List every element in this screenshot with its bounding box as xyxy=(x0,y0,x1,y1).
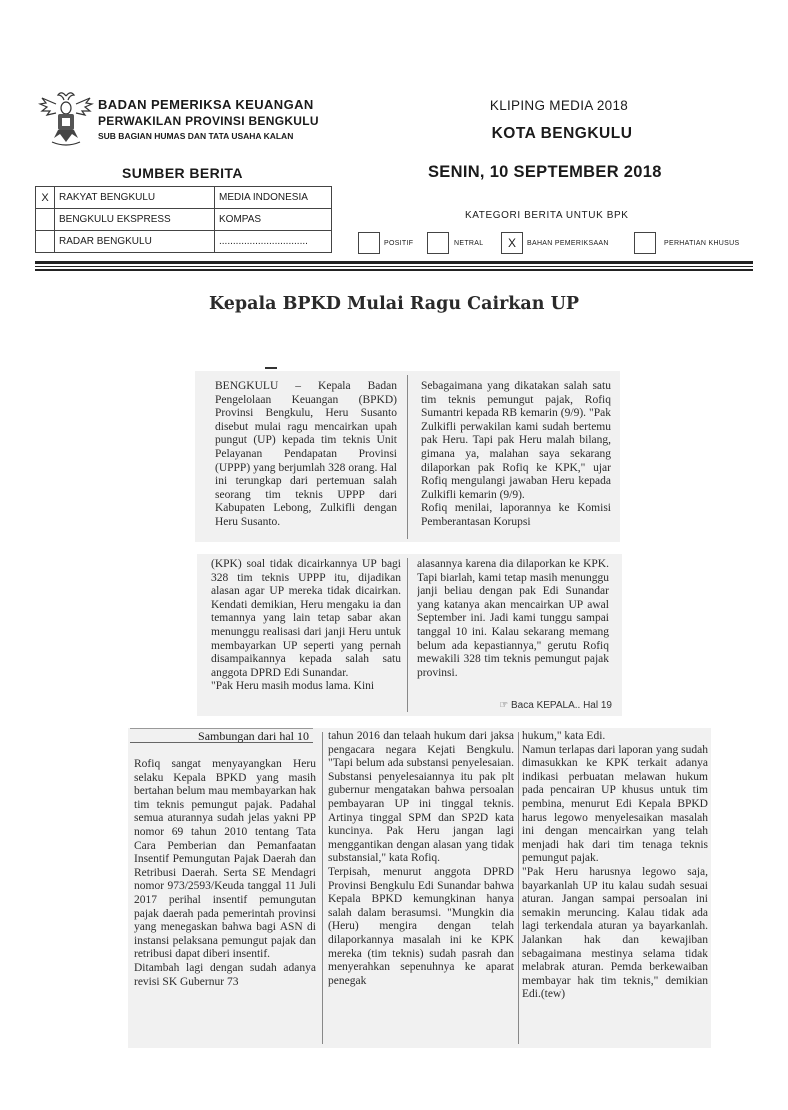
org-name-line1: BADAN PEMERIKSA KEUANGAN xyxy=(98,97,314,112)
kota-title: KOTA BENGKULU xyxy=(491,125,633,142)
garuda-emblem-icon xyxy=(38,88,94,150)
header-rule xyxy=(35,261,753,264)
article-column: (KPK) soal tidak dicairkannya UP bagi 328 tim teknis UPPP itu, dijadikan alasan agar UP mereka tidak dicairkan. Kendati demikian, Heru mengaku ia dan temannya yang lain tetap sabar akan menunggu realisasi dari janji Heru untuk membayarkan UP seperti yang pernah disampaikannya kepada salah satu anggota DPRD Edi Sunandar. "Pak Heru masih modus lama. Kini xyxy=(211,558,401,693)
source-left: RAKYAT BENGKULU xyxy=(55,187,215,209)
kategori-label-perhatian: PERHATIAN KHUSUS xyxy=(664,240,740,247)
clipping-block-3 xyxy=(128,728,711,1048)
kategori-checkbox-positif[interactable] xyxy=(358,232,380,254)
source-left: RADAR BENGKULU xyxy=(55,231,215,253)
source-left: BENGKULU EKSPRESS xyxy=(55,209,215,231)
article-column: alasannya karena dia dilaporkan ke KPK. Tapi biarlah, kami tetap masih menunggu janji beliau dengan pak Edi Sunandar yang katanya akan mencairkan UP awal September ini. Jadi kami tunggu sampai tanggal 10 ini. Kalau sekarang memang belum ada kepastiannya," gerutu Rofiq mewakili 328 tim teknis pemungut pajak provinsi. xyxy=(417,558,609,679)
clipping-block-1 xyxy=(195,371,620,542)
article-column: Rofiq sangat menyayangkan Heru selaku Kepala BPKD yang masih bertahan belum mau membayarkan hak tim teknis pemungut pajak. Padahal semua aturannya sudah jelas yakni PP nomor 69 tahun 2010 tentang Tata Cara Pemberian dan Pemanfaatan Insentif Pemungutan Pajak Daerah dan Retribusi Daerah. Serta SE Mendagri nomor 973/2593/Keuda tanggal 11 Juli 2017 perihal insentif pemungutan pajak daerah pada pemerintah provinsi yang menegaskan bahwa bagi ASN di instansi pelaksana pemungut pajak dan retribusi dapat diberi insentif. Ditambah lagi dengan sudah adanya revisi SK Gubernur 73 xyxy=(134,758,316,988)
article-headline: Kepala BPKD Mulai Ragu Cairkan UP xyxy=(208,294,580,314)
source-row xyxy=(36,187,332,209)
source-row xyxy=(36,209,332,231)
source-table xyxy=(35,186,332,253)
org-name-line3: SUB BAGIAN HUMAS DAN TATA USAHA KALAN xyxy=(98,131,294,141)
kategori-label-netral: NETRAL xyxy=(454,240,484,247)
source-right: ................................ xyxy=(215,231,332,253)
kategori-label: KATEGORI BERITA UNTUK BPK xyxy=(465,210,629,221)
clipping-mark xyxy=(265,367,277,369)
article-column: BENGKULU – Kepala Badan Pengelolaan Keuangan (BPKD) Provinsi Bengkulu, Heru Susanto disebut mulai ragu mencairkan upah pungut (UP) kepada tim teknis Unit Pelayanan Pendapatan Provinsi (UPPP) yang berjumlah 328 orang. Hal ini terungkap dari pertemuan salah seorang tim teknis UPPP dari Kabupaten Lebong, Zulkifli dengan Heru Susanto. xyxy=(215,380,397,528)
article-column: hukum," kata Edi. Namun terlapas dari laporan yang sudah dimasukkan ke KPK terkait adanya indikasi perbuatan melawan hukum pada pencairan UP khusus untuk tim pembina, menurut Edi Kepala BPKD harus legowo menyelesaikan masalah ini dengan mencairkan yang telah menjadi hak dari tim tenaga teknis pemungut pajak. "Pak Heru harusnya legowo saja, bayarkanlah UP itu kalau sudah sesuai aturan. Jangan sampai persoalan ini semakin meruncing. Kalau tidak ada lagi terkendala aturan ya bayarkanlah. Jalankan hak dan kewajiban sebagaimana mestinya selama tidak melabrak aturan. Pemda berkewaiban membayar hak tim teknis," demikian Edi.(tew) xyxy=(522,730,708,1001)
kategori-checkbox-bahan[interactable]: X xyxy=(501,232,523,254)
kategori-label-positif: POSITIF xyxy=(384,240,414,247)
kliping-media-title: KLIPING MEDIA 2018 xyxy=(489,98,629,113)
header-rule xyxy=(35,269,753,271)
source-right: MEDIA INDONESIA xyxy=(215,187,332,209)
article-column: Sebagaimana yang dikatakan salah satu tim teknis pemungut pajak, Rofiq Sumantri kepada RB kemarin (9/9). "Pak Zulkifli perwakilan kami sudah bertemu pak Heru. Tapi pak Heru malah bilang, gimana ya, malahan saya sekarang dilaporkan pak Rofiq ke KPK," ujar Rofiq mengulangi jawaban Heru kepada Zulkifli kemarin (9/9). Rofiq menilai, laporannya ke Komisi Pemberantasan Korupsi xyxy=(421,380,611,528)
kategori-checkbox-netral[interactable] xyxy=(427,232,449,254)
column-divider xyxy=(518,732,519,1044)
column-divider xyxy=(407,558,408,712)
column-divider xyxy=(407,375,408,539)
org-name-line2: PERWAKILAN PROVINSI BENGKULU xyxy=(98,114,319,128)
source-check[interactable] xyxy=(36,209,55,231)
tanggal-berita: SENIN, 10 SEPTEMBER 2018 xyxy=(428,163,662,181)
baca-continuation: ☞ Baca KEPALA.. Hal 19 xyxy=(499,700,612,711)
source-right: KOMPAS xyxy=(215,209,332,231)
source-check[interactable]: X xyxy=(36,187,55,209)
sumber-berita-label: SUMBER BERITA xyxy=(122,165,243,181)
clipping-block-2 xyxy=(197,554,622,716)
header-rule xyxy=(35,266,753,267)
kategori-checkbox-perhatian[interactable] xyxy=(634,232,656,254)
sambungan-label: Sambungan dari hal 10 xyxy=(130,728,313,743)
kategori-label-bahan: BAHAN PEMERIKSAAN xyxy=(527,240,609,247)
article-column: tahun 2016 dan telaah hukum dari jaksa pengacara negara Kejati Bengkulu. "Tapi belum ada substansi penyelesaian. Substansi penyelesaiannya itu pak plt gubernur mengatakan bahwa persoalan pembayaran UP ini tinggal teknis. Artinya tinggal SPM dan SP2D kata kuncinya. Pak Heru jangan lagi menggantikan dengan alasan yang tidak substansial," kata Rofiq. Terpisah, menurut anggota DPRD Provinsi Bengkulu Edi Sunandar bahwa Kepala BPKD kemungkinan hanya salah dalam berasumsi. "Mungkin dia (Heru) mengira dengan telah dilaporkannya masalah ini ke KPK mereka (tim teknis) sudah pasrah dan menyerahkan sepenuhnya ke aparat penegak xyxy=(328,730,514,987)
source-check[interactable] xyxy=(36,231,55,253)
column-divider xyxy=(322,732,323,1044)
source-row xyxy=(36,231,332,253)
